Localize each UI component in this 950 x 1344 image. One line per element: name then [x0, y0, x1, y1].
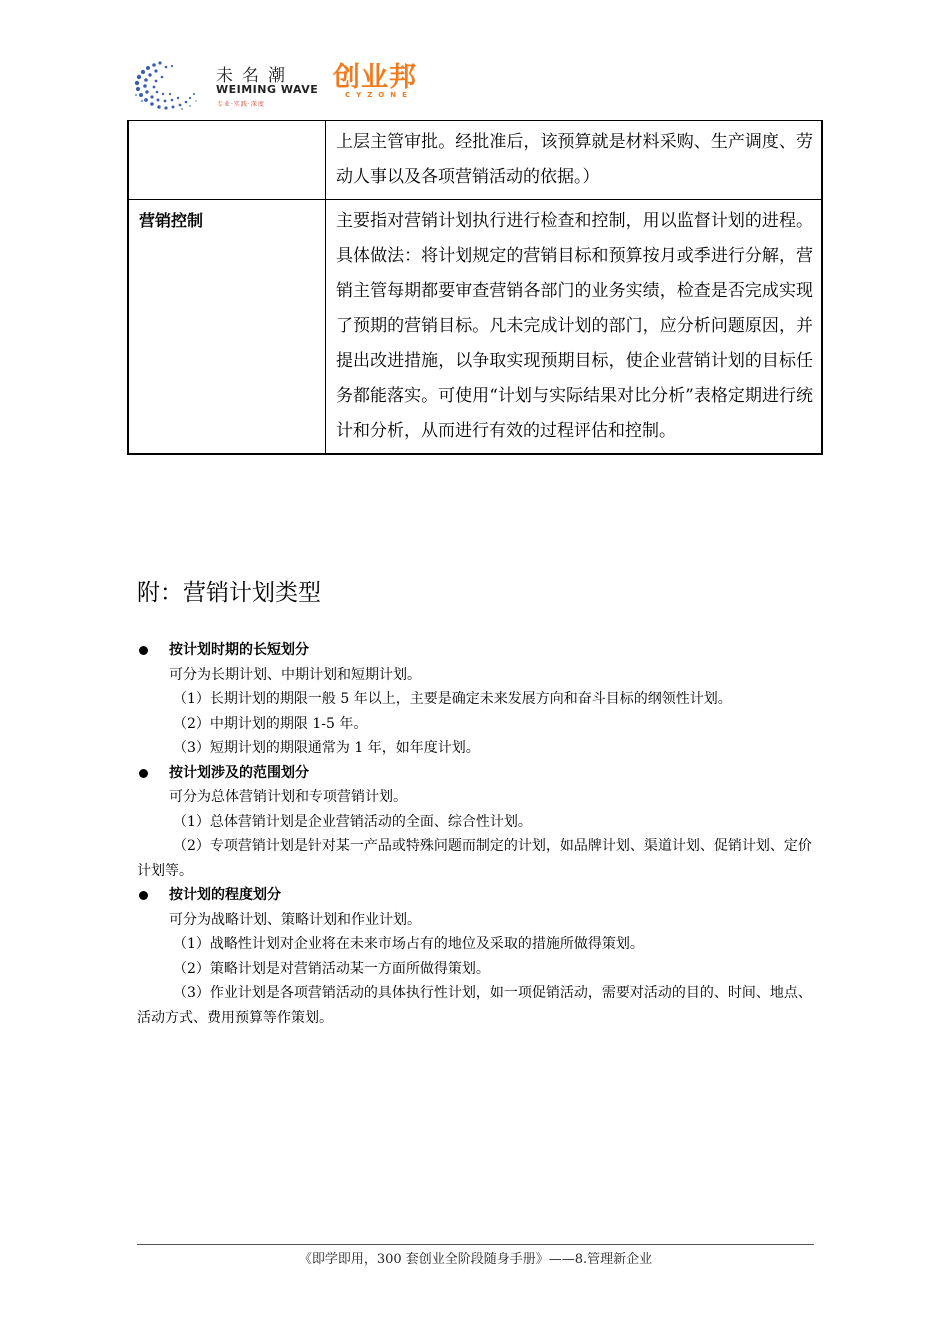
table-row	[128, 200, 822, 455]
bullet-icon	[139, 891, 148, 900]
weiming-wave-logo-icon	[130, 55, 214, 115]
list-heading-text: 按计划的程度划分	[169, 887, 281, 903]
weiming-logo-tagline: 专业·实践·深度	[217, 101, 265, 108]
bullet-icon	[139, 769, 148, 778]
table-content-cell: 主要指对营销计划执行进行检查和控制，用以监督计划的进程。具体做法：将计划规定的营销目标和预算按月或季进行分解，营销主管每期都要审查营销各部门的业务实绩，检查是否完成实现了预期的营销目标。凡未完成计划的部门，应分析问题原因，并提出改进措施，以争取实现预期目标，使企业营销计划的目标任务都能落实。可使用“计划与实际结果对比分析”表格定期进行统计和分析，从而进行有效的过程评估和控制。	[326, 200, 823, 455]
footer-divider	[137, 1244, 814, 1245]
list-item: （2）专项营销计划是针对某一产品或特殊问题而制定的计划，如品牌计划、渠道计划、促销计划、定价计划等。	[137, 838, 812, 879]
list-heading-text: 按计划时期的长短划分	[169, 642, 309, 658]
list-heading-text: 按计划涉及的范围划分	[169, 764, 309, 781]
list-item: （1）总体营销计划是企业营销活动的全面、综合性计划。	[173, 813, 532, 830]
table-label-cell: 营销控制	[128, 200, 326, 455]
list-item: （1）长期计划的期限一般 5 年以上，主要是确定未来发展方向和奋斗目标的纲领性计划。	[173, 691, 732, 707]
plan-types-list	[137, 638, 817, 1030]
list-item: （2）中期计划的期限 1-5 年。	[173, 715, 368, 732]
list-item: （2）策略计划是对营销活动某一方面所做得策划。	[173, 960, 490, 977]
bullet-icon	[139, 646, 148, 655]
list-heading	[137, 883, 817, 908]
marketing-plan-table	[127, 120, 823, 455]
list-item: （3）短期计划的期限通常为 1 年，如年度计划。	[173, 740, 480, 756]
footer-text: 《即学即用，300 套创业全阶段随身手册》——8.管理新企业	[298, 1252, 653, 1267]
list-item: （3）作业计划是各项营销活动的具体执行性计划，如一项促销活动，需要对活动的目的、时间、地点、活动方式、费用预算等作策划。	[137, 985, 812, 1026]
table-content-cell: 上层主管审批。经批准后，该预算就是材料采购、生产调度、劳动人事以及各项营销活动的依据。）	[326, 121, 823, 200]
header	[130, 55, 450, 115]
table-label-cell	[128, 121, 326, 200]
cyzone-logo: 创业邦	[333, 62, 417, 93]
list-intro: 可分为长期计划、中期计划和短期计划。	[169, 666, 421, 683]
list-heading	[137, 761, 817, 786]
cyzone-logo-subtitle: CYZONE	[345, 91, 413, 99]
appendix-title: 附：营销计划类型	[137, 580, 321, 606]
weiming-logo-chinese: 未名潮	[216, 66, 294, 86]
table-row	[128, 121, 822, 200]
weiming-logo-english: WEIMING WAVE	[216, 83, 319, 96]
list-item: （1）战略性计划对企业将在未来市场占有的地位及采取的措施所做得策划。	[173, 936, 644, 952]
list-intro: 可分为总体营销计划和专项营销计划。	[169, 789, 407, 805]
list-heading	[137, 638, 817, 663]
list-intro: 可分为战略计划、策略计划和作业计划。	[169, 911, 421, 928]
